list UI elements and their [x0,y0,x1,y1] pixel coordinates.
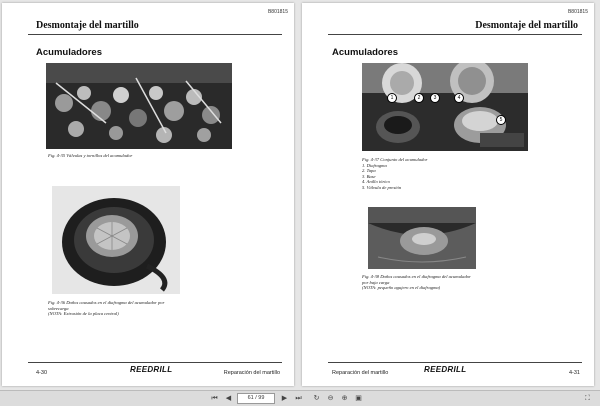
callout-5: 5 [496,115,506,125]
footer-text: Reparación del martillo [332,370,389,376]
caption-line: (NOTA: Extrusión de la placa central) [48,311,119,317]
pdf-toolbar [0,390,600,406]
figure-4-36-caption [48,300,248,317]
caption-line: (NOTA: pequeño agujero en el diafragma) [362,285,441,291]
caption-line: 3. Base [362,173,376,179]
reedrill-logo: REEDRILL [424,365,467,374]
save-icon[interactable]: ▣ [355,395,362,402]
section-title: Acumuladores [332,47,398,58]
right-page [302,3,594,386]
page-title: Desmontaje del martillo [475,20,578,31]
caption-line: sobrecarga [48,305,69,311]
page-title: Desmontaje del martillo [36,20,139,31]
caption-line: por baja carga [362,279,390,285]
callout-3: 3 [430,93,440,103]
last-page-button[interactable]: ⏭ [295,395,302,402]
figure-4-35-caption: Fig. 4-35 Válvulas y tornillos del acumulador [48,153,133,158]
caption-line: Fig. 4-38 Daños causados en el diafragma del acumulador [362,274,471,279]
doc-id: B801815 [267,9,288,15]
caption-line: 4. Anillo tórico [362,179,390,185]
page-number: 4-31 [568,370,580,376]
figure-4-37-caption [362,157,562,191]
footer-text: Reparación del martillo [223,370,280,376]
first-page-button[interactable]: ⏮ [211,395,218,402]
previous-page-button[interactable]: ◀ [225,395,232,402]
page-number-input[interactable]: 61 / 99 [237,393,275,404]
reedrill-logo: REEDRILL [130,365,173,374]
caption-line: Fig. 4-36 Daños causados en el diafragma del acumulador por [48,300,165,305]
zoom-in-icon[interactable]: ⊕ [341,395,348,402]
fullscreen-icon[interactable]: ⛶ [585,395,590,402]
header-rule [328,34,582,35]
caption-line: 1. Diafragma [362,162,387,168]
left-page [2,3,294,386]
figure-4-38-photo [368,207,476,269]
figure-4-37-photo [362,63,528,151]
figure-4-35-photo [46,63,232,149]
figure-4-38-caption [362,274,562,291]
section-title: Acumuladores [36,47,102,58]
next-page-button[interactable]: ▶ [281,395,288,402]
footer-rule [28,362,282,363]
callout-4: 4 [454,93,464,103]
figure-4-36-photo [52,186,180,294]
rotate-icon[interactable]: ↻ [313,395,320,402]
page-number: 4-30 [36,370,48,376]
caption-line: 2. Tapa [362,168,376,174]
callout-2: 2 [414,93,424,103]
zoom-out-icon[interactable]: ⊖ [327,395,334,402]
caption-line: 5. Válvula de presión [362,184,402,190]
callout-1: 1 [387,93,397,103]
footer-rule [328,362,582,363]
doc-id: B801815 [567,9,588,15]
caption-line: Fig. 4-37 Conjunto del acumulador [362,157,428,162]
header-rule [28,34,282,35]
